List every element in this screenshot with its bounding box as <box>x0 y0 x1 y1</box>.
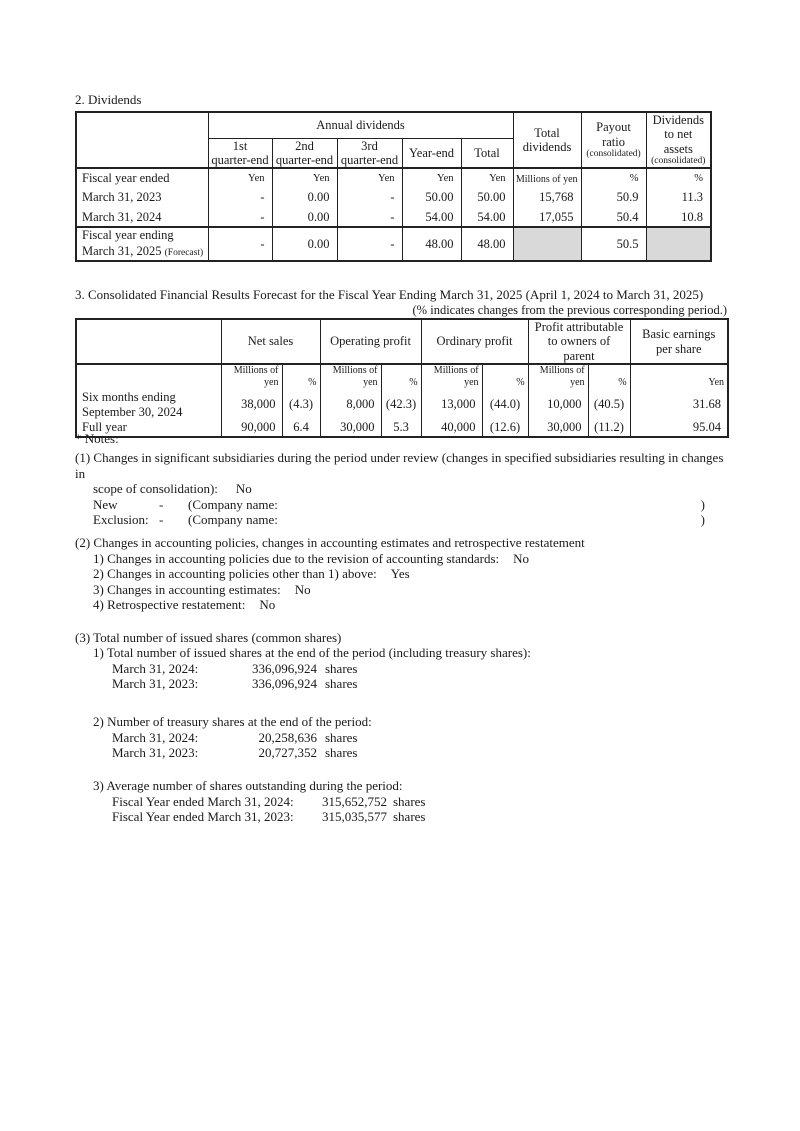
dividend-cell: 0.00 <box>272 227 337 261</box>
dividends-empty-corner-cell <box>76 112 208 168</box>
note-2-item: 2) Changes in accounting policies other than 1) above: Yes <box>93 566 410 581</box>
dividend-cell: 48.00 <box>461 227 513 261</box>
unit-cell: Yen <box>337 168 402 187</box>
forecast-cell: (40.5) <box>588 390 630 419</box>
note-1-block <box>75 450 727 528</box>
dividend-cell: - <box>337 187 402 207</box>
dividend-cell: 48.00 <box>402 227 461 261</box>
exclusion-dash: - <box>159 512 164 527</box>
unit-cell: Yen <box>630 364 728 390</box>
note-3-sub-1-heading: 1) Total number of issued shares at the end of the period (including treasury shares): <box>93 645 531 660</box>
forecast-cell: 38,000 <box>221 390 282 419</box>
forecast-section-title: 3. Consolidated Financial Results Forecast for the Fiscal Year Ending March 31, 2025 (April 1, 2024 to March 31, 2025) <box>75 287 704 302</box>
dividend-cell: - <box>337 227 402 261</box>
unit-cell: Millions of yen <box>320 364 381 390</box>
dividend-cell: 11.3 <box>646 187 711 207</box>
share-count-row: March 31, 2023: 20,727,352 shares <box>112 745 358 760</box>
operating-profit-header: Operating profit <box>320 319 421 364</box>
unit-cell: Yen <box>272 168 337 187</box>
forecast-cell: (11.2) <box>588 419 630 437</box>
forecast-cell: 95.04 <box>630 419 728 437</box>
new-dash: - <box>159 496 164 512</box>
net-sales-header: Net sales <box>221 319 320 364</box>
note-3-sub-3-heading: 3) Average number of shares outstanding during the period: <box>93 778 403 793</box>
row-label: Full year <box>76 419 221 437</box>
unit-cell: % <box>646 168 711 187</box>
unit-cell: Yen <box>461 168 513 187</box>
forecast-cell: 31.68 <box>630 390 728 419</box>
quarter-3-header: 3rd quarter-end <box>337 138 402 168</box>
unit-cell: Millions of yen <box>421 364 482 390</box>
dividend-cell: 50.5 <box>581 227 646 261</box>
dividend-cell: 15,768 <box>513 187 581 207</box>
payout-ratio-sub-label: (consolidated) <box>586 149 641 160</box>
forecast-cell: (12.6) <box>482 419 528 437</box>
forecast-cell: 13,000 <box>421 390 482 419</box>
note-2-item: 4) Retrospective restatement: No <box>93 597 276 612</box>
payout-ratio-label: Payout ratio <box>596 120 631 149</box>
net-assets-sub-label: (consolidated) <box>651 156 706 167</box>
share-count-value: 315,035,577 <box>322 809 387 824</box>
forecast-cell: (42.3) <box>381 390 421 419</box>
note-1-new-row <box>93 497 705 513</box>
dividend-cell: 54.00 <box>402 207 461 227</box>
unit-cell: Yen <box>208 168 272 187</box>
unit-cell: % <box>588 364 630 390</box>
dividends-section-title: 2. Dividends <box>75 92 142 107</box>
new-label: New <box>93 496 118 512</box>
forecast-cell: 90,000 <box>221 419 282 437</box>
share-count-row: Fiscal Year ended March 31, 2024: 315,652,752 shares <box>112 793 426 809</box>
unit-cell: Millions of yen <box>528 364 588 390</box>
note-1-answer: No <box>235 481 252 496</box>
unit-cell: % <box>381 364 421 390</box>
row-label: March 31, 2024 <box>76 207 208 227</box>
share-count-row: March 31, 2023: 336,096,924 shares <box>112 676 358 691</box>
exclusion-label: Exclusion: <box>93 512 149 527</box>
dividend-cell: 17,055 <box>513 207 581 227</box>
share-count-value: 315,652,752 <box>322 793 387 809</box>
forecast-cell: (44.0) <box>482 390 528 419</box>
forecast-cell: 30,000 <box>320 419 381 437</box>
forecast-table <box>75 318 729 438</box>
dividend-cell: 50.00 <box>402 187 461 207</box>
share-count-row: March 31, 2024: 20,258,636 shares <box>112 729 358 745</box>
dividend-forecast-row <box>76 227 711 261</box>
note-2-answer: No <box>294 581 311 597</box>
year-end-header: Year-end <box>402 138 461 168</box>
unit-cell: Millions of yen <box>221 364 282 390</box>
unit-cell: Yen <box>402 168 461 187</box>
company-name-label: (Company name: <box>188 512 278 527</box>
dividend-cell: 0.00 <box>272 207 337 227</box>
forecast-cell: 6.4 <box>282 419 320 437</box>
share-count-value: 20,727,352 <box>258 745 317 760</box>
row-label: March 31, 2023 <box>76 187 208 207</box>
close-paren: ) <box>700 512 705 527</box>
total-dividends-header: Total dividends <box>513 112 581 168</box>
dividend-cell: 10.8 <box>646 207 711 227</box>
dividends-net-assets-header <box>646 112 711 168</box>
company-name-label: (Company name: <box>188 496 278 512</box>
percent-change-note: (% indicates changes from the previous corresponding period.) <box>412 303 727 317</box>
forecast-row-label: Fiscal year ending March 31, 2025 (Forecast) <box>76 227 208 261</box>
note-2-item: 3) Changes in accounting estimates: No <box>93 581 311 597</box>
forecast-note: (Forecast) <box>164 247 204 258</box>
note-1-line-1: (1) Changes in significant subsidiaries during the period under review (changes in specified subsidiaries resulting in changes in <box>75 450 724 481</box>
dividend-cell: - <box>208 207 272 227</box>
forecast-header-row <box>76 319 728 364</box>
share-count-row: March 31, 2024: 336,096,924 shares <box>112 660 358 676</box>
dividends-header-row-1 <box>76 112 711 138</box>
unit-cell: % <box>282 364 320 390</box>
note-2-answer: No <box>259 597 276 612</box>
dividend-cell: 0.00 <box>272 187 337 207</box>
forecast-cell: 8,000 <box>320 390 381 419</box>
note-2-answer: Yes <box>390 566 410 581</box>
dividend-cell: 54.00 <box>461 207 513 227</box>
unit-row-label: Fiscal year ended <box>76 168 208 187</box>
basic-eps-header: Basic earnings per share <box>630 319 728 364</box>
unit-cell: Millions of yen <box>513 168 581 187</box>
forecast-cell: 40,000 <box>421 419 482 437</box>
note-1-exclusion-row <box>93 512 705 528</box>
forecast-cell: 10,000 <box>528 390 588 419</box>
total-header: Total <box>461 138 513 168</box>
dividend-row-fy2023 <box>76 187 711 207</box>
note-1-line-2: scope of consolidation): No <box>93 481 252 496</box>
forecast-cell: 30,000 <box>528 419 588 437</box>
note-3-heading: (3) Total number of issued shares (common shares) <box>75 630 342 645</box>
dividend-cell: - <box>337 207 402 227</box>
quarter-1-header: 1st quarter-end <box>208 138 272 168</box>
dividend-cell: - <box>208 187 272 207</box>
note-3-sub-1 <box>75 645 727 692</box>
unit-cell: % <box>482 364 528 390</box>
dividends-table <box>75 111 712 262</box>
ordinary-profit-header: Ordinary profit <box>421 319 528 364</box>
note-3-sub-3 <box>75 778 727 825</box>
forecast-unit-row <box>76 364 728 390</box>
dividend-cell: 50.00 <box>461 187 513 207</box>
payout-ratio-header <box>581 112 646 168</box>
shaded-cell <box>513 227 581 261</box>
share-count-value: 336,096,924 <box>252 660 317 676</box>
unit-empty-cell <box>76 364 221 390</box>
profit-attributable-header: Profit attributable to owners of parent <box>528 319 630 364</box>
dividend-cell: 50.9 <box>581 187 646 207</box>
note-2-answer: No <box>513 550 530 566</box>
dividend-cell: 50.4 <box>581 207 646 227</box>
forecast-empty-corner-cell <box>76 319 221 364</box>
shaded-cell <box>646 227 711 261</box>
forecast-cell: (4.3) <box>282 390 320 419</box>
note-2-block <box>75 535 727 613</box>
share-count-value: 336,096,924 <box>252 676 317 691</box>
row-label: Six months ending September 30, 2024 <box>76 390 221 419</box>
share-count-row: Fiscal Year ended March 31, 2023: 315,035,577 shares <box>112 809 426 824</box>
forecast-row-full-year <box>76 419 728 437</box>
net-assets-label: Dividends to net assets <box>652 113 704 156</box>
quarter-2-header: 2nd quarter-end <box>272 138 337 168</box>
notes-title: * Notes: <box>75 431 119 446</box>
dividend-row-fy2024 <box>76 207 711 227</box>
note-2-item: 1) Changes in accounting policies due to the revision of accounting standards: No <box>93 550 530 566</box>
forecast-cell: 5.3 <box>381 419 421 437</box>
note-3-sub-2-heading: 2) Number of treasury shares at the end of the period: <box>93 714 372 729</box>
note-3-sub-2 <box>75 714 727 761</box>
share-count-value: 20,258,636 <box>258 729 317 745</box>
unit-cell: % <box>581 168 646 187</box>
close-paren: ) <box>700 496 705 512</box>
dividend-cell: - <box>208 227 272 261</box>
forecast-row-six-months <box>76 390 728 419</box>
annual-dividends-header: Annual dividends <box>208 112 513 138</box>
dividends-unit-row <box>76 168 711 187</box>
note-2-heading: (2) Changes in accounting policies, changes in accounting estimates and retrospective restatement <box>75 535 585 550</box>
